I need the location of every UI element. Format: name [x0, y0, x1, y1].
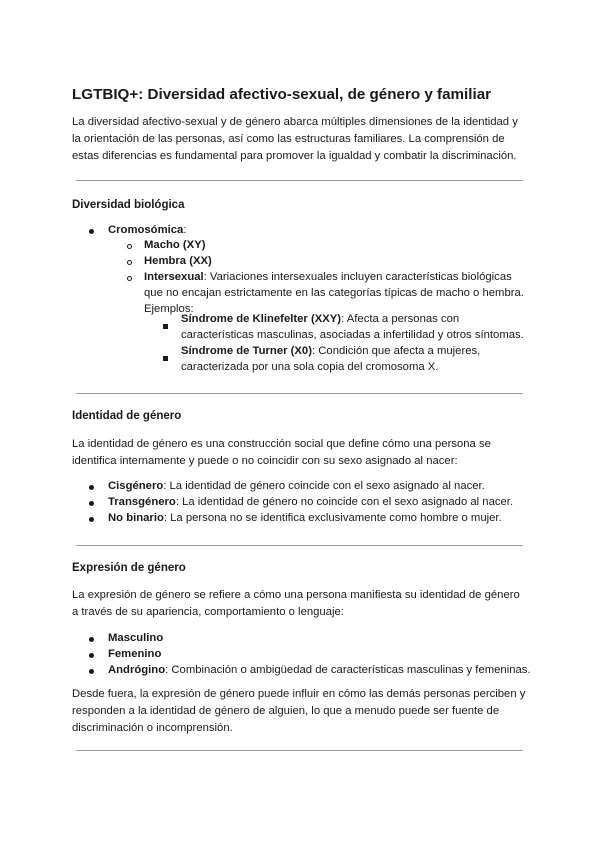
list-item-macho: Macho (XY): [144, 239, 206, 251]
circle-bullet-icon: [127, 238, 132, 254]
section-heading-expresion-de-genero: Expresión de género: [72, 562, 186, 574]
list-item-femenino: Femenino: [108, 648, 162, 660]
list-item-androgino: Andrógino: Combinación o ambigüedad de características masculinas y femeninas.: [108, 664, 531, 676]
list-item-turner: Síndrome de Turner (X0): Condición que afecta a mujeres, caracterizada por una sola copia del cromosoma X.: [181, 345, 481, 373]
square-bullet-icon: [163, 318, 168, 334]
disc-bullet-icon: [89, 223, 94, 239]
list-item-intersexual: Intersexual: Variaciones intersexuales incluyen características biológicas que no encajan estrictamente en las categorías típicas de macho o hembra. Ejemplos:: [144, 271, 524, 315]
section-heading-diversidad-biologica: Diversidad biológica: [72, 199, 185, 211]
identidad-paragraph: La identidad de género es una construcción social que define cómo una persona se identifica internamente y puede o no coincidir con su sexo asignado al nacer:: [72, 438, 491, 467]
square-bullet-icon: [163, 350, 168, 366]
circle-bullet-icon: [127, 270, 132, 286]
divider: [76, 545, 523, 546]
list-item-klinefelter: Síndrome de Klinefelter (XXY): Afecta a personas con características masculinas, asociadas a infertilidad y otros síntomas.: [181, 313, 524, 341]
disc-bullet-icon: [89, 495, 94, 511]
page-title: LGTBIQ+: Diversidad afectivo-sexual, de género y familiar: [72, 86, 492, 103]
disc-bullet-icon: [89, 631, 94, 647]
divider: [76, 750, 523, 751]
list-item-cromosomica: Cromosómica:: [108, 224, 187, 236]
divider: [76, 180, 523, 181]
list-item-masculino: Masculino: [108, 632, 164, 644]
divider: [76, 393, 523, 394]
disc-bullet-icon: [89, 479, 94, 495]
section-heading-identidad-de-genero: Identidad de género: [72, 410, 182, 422]
circle-bullet-icon: [127, 254, 132, 270]
disc-bullet-icon: [89, 511, 94, 527]
list-item-cisgenero: Cisgénero: La identidad de género coincide con el sexo asignado al nacer.: [108, 480, 485, 492]
disc-bullet-icon: [89, 663, 94, 679]
list-item-transgenero: Transgénero: La identidad de género no coincide con el sexo asignado al nacer.: [108, 496, 514, 508]
disc-bullet-icon: [89, 647, 94, 663]
intro-paragraph: La diversidad afectivo-sexual y de género abarca múltiples dimensiones de la identidad y la orientación de las personas, así como las estructuras familiares. La comprensión de estas diferencias es fundamental para promover la igualdad y combatir la discriminación.: [72, 116, 518, 162]
list-item-no-binario: No binario: La persona no se identifica exclusivamente como hombre o mujer.: [108, 512, 502, 524]
list-item-hembra: Hembra (XX): [144, 255, 212, 267]
expresion-paragraph: La expresión de género se refiere a cómo una persona manifiesta su identidad de género a través de su apariencia, comportamiento o lenguaje:: [72, 589, 520, 618]
expresion-closing-paragraph: Desde fuera, la expresión de género puede influir en cómo las demás personas perciben y responden a la identidad de género de alguien, lo que a menudo puede ser fuente de discriminación o incomprensión.: [72, 688, 526, 734]
